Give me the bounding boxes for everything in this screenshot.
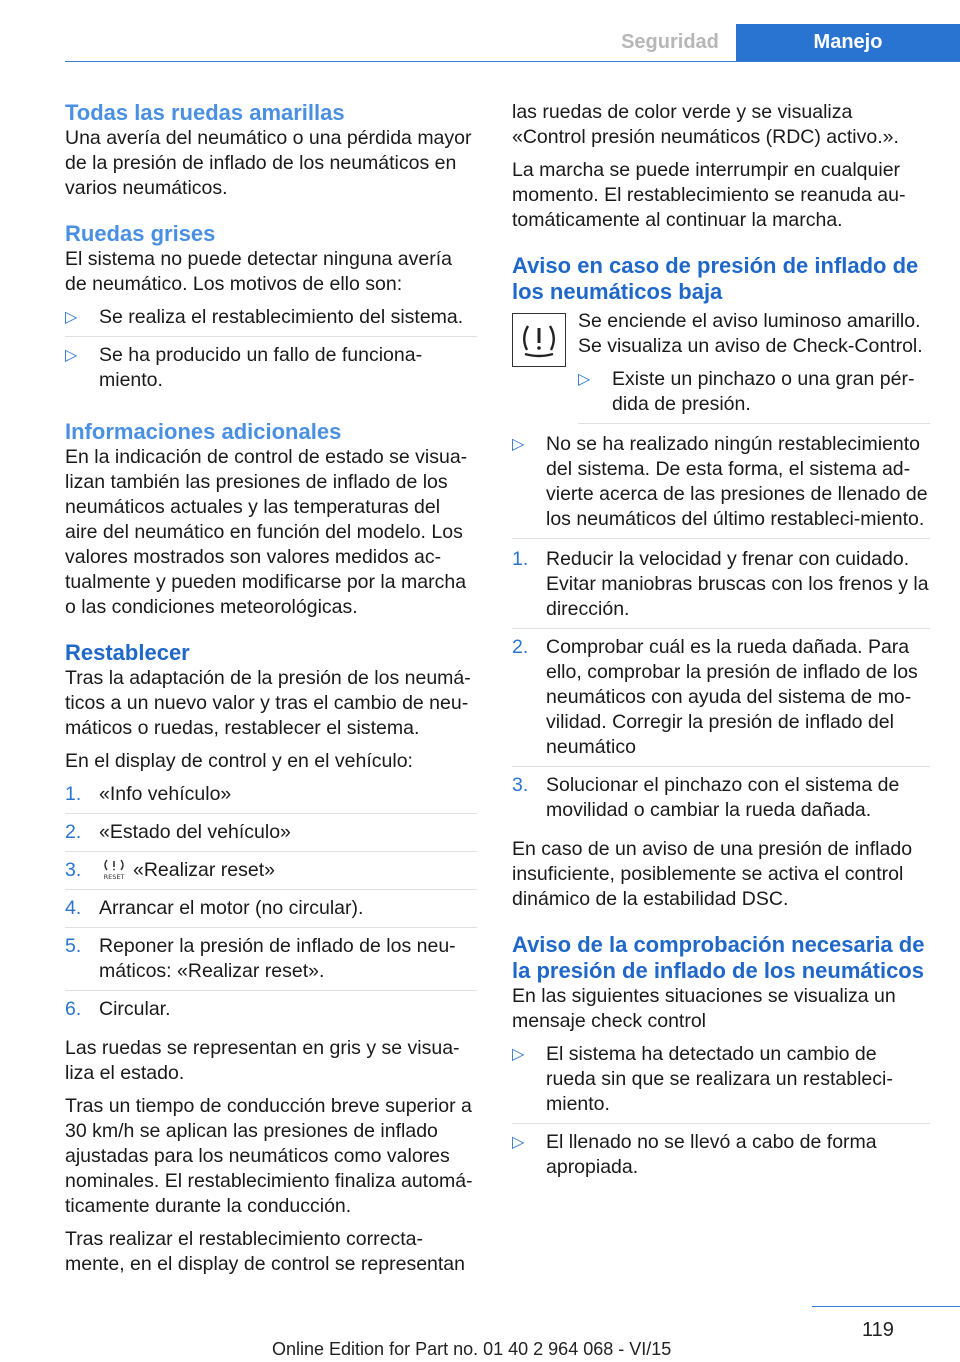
list-item: ▷ El llenado no se llevó a cabo de forma apropiada.	[512, 1131, 877, 1178]
section-title: Restablecer	[65, 640, 190, 665]
list-item: 1. Reducir la velocidad y frenar con cuidado. Evitar maniobras bruscas con los frenos y la dirección.	[512, 547, 930, 629]
list-item: 2. Comprobar cuál es la rueda dañada. Para ello, comprobar la presión de inflado de los neumáticos con ayuda del sistema de mo‐vilidad. Corregir la presión de inflado del neumático	[512, 635, 930, 767]
list-item: 3. Solucionar el pinchazo con el sistema de movilidad o cambiar la rueda dañada.	[512, 774, 900, 821]
bullet-list	[512, 432, 930, 539]
page-number: 119	[862, 1319, 894, 1341]
paragraph: Tras la adaptación de la presión de los neumá‐ticos a un nuevo valor y tras el cambio de neu‐máticos o ruedas, restablecer el sistema.	[65, 667, 471, 739]
footer-rule	[812, 1306, 960, 1307]
paragraph: En la indicación de control de estado se visua‐lizan también las presiones de inflado de los neumáticos actuales y las temperaturas del aire del neumático en función del modelo. Los valores mostrados son valores medidos ac‐tualmente y pueden modificarse por la marcha o las condiciones meteorológicas.	[65, 446, 468, 618]
tab-manejo[interactable]: Manejo	[736, 24, 960, 61]
bullet-triangle-icon: ▷	[578, 371, 591, 388]
paragraph: las ruedas de color verde y se visualiza «Control presión neumáticos (RDC) activo.».	[512, 101, 899, 148]
paragraph: Las ruedas se representan en gris y se visua‐liza el estado.	[65, 1037, 460, 1084]
bullet-triangle-icon: ▷	[512, 1046, 525, 1063]
list-item: 1. «Info vehículo»	[65, 782, 477, 814]
warning-block	[512, 309, 930, 424]
left-column	[65, 100, 477, 1285]
bullet-triangle-icon: ▷	[512, 1134, 525, 1151]
list-item: 5. Reponer la presión de inflado de los neu‐máticos: «Realizar reset».	[65, 934, 477, 991]
list-item: 3. RESET «Realizar reset»	[65, 858, 477, 890]
list-item: 6. Circular.	[65, 998, 171, 1020]
paragraph: Tras un tiempo de conducción breve superior a 30 km/h se aplican las presiones de inflado ajustadas para los neumáticos como valores nominales. El restablecimiento finaliza automá‐ticamente durante la conducción.	[65, 1095, 473, 1217]
section-title: Aviso de la comprobación necesaria de la presión de inflado de los neumáticos	[512, 932, 925, 983]
list-item: 2. «Estado del vehículo»	[65, 820, 477, 852]
list-item: ▷ No se ha realizado ningún restablecimiento del sistema. De esta forma, el sistema ad‐vierte acerca de las presiones de llenado de los neumáticos del último restableci‐miento.	[512, 432, 930, 539]
header-rule	[65, 61, 960, 62]
tire-pressure-warning-icon	[512, 313, 566, 367]
bullet-triangle-icon: ▷	[512, 436, 525, 453]
tire-reset-icon	[99, 858, 129, 880]
list-item: ▷ Se ha producido un fallo de funciona‐miento.	[65, 344, 423, 391]
section-title: Ruedas grises	[65, 221, 216, 246]
paragraph: En caso de un aviso de una presión de inflado insuficiente, posiblemente se activa el control dinámico de la estabilidad DSC.	[512, 838, 913, 910]
numbered-steps	[512, 547, 930, 829]
paragraph: Una avería del neumático o una pérdida mayor de la presión de inflado de los neumáticos en varios neumáticos.	[65, 127, 472, 199]
section-title: Informaciones adicionales	[65, 419, 342, 444]
list-item: 4. Arrancar el motor (no circular).	[65, 896, 477, 928]
paragraph: En las siguientes situaciones se visualiza un mensaje check control	[512, 985, 896, 1032]
tab-seguridad[interactable]: Seguridad	[621, 31, 719, 53]
numbered-steps	[65, 782, 477, 1028]
list-item: ▷ Existe un pinchazo o una gran pér‐dida de presión.	[578, 367, 930, 424]
paragraph: Tras realizar el restablecimiento correcta‐mente, en el display de control se representan	[65, 1228, 465, 1275]
svg-text:RESET: RESET	[103, 873, 125, 880]
paragraph: El sistema no puede detectar ninguna avería de neumático. Los motivos de ello son:	[65, 248, 453, 295]
paragraph: La marcha se puede interrumpir en cualquier momento. El restablecimiento se reanuda au‐tomáticamente al continuar la marcha.	[512, 159, 906, 231]
bullet-list	[578, 367, 930, 424]
paragraph: Se enciende el aviso luminoso amarillo. Se visualiza un aviso de Check-Control.	[578, 310, 923, 357]
list-item: ▷ Se realiza el restablecimiento del sistema.	[65, 305, 477, 337]
bullet-list	[512, 1042, 930, 1186]
section-title: Todas las ruedas amarillas	[65, 100, 345, 125]
bullet-list	[65, 305, 477, 399]
section-title: Aviso en caso de presión de inflado de los neumáticos baja	[512, 253, 919, 304]
edition-footer: Online Edition for Part no. 01 40 2 964 068 - VI/15	[272, 1339, 672, 1359]
bullet-triangle-icon: ▷	[65, 347, 78, 364]
bullet-triangle-icon: ▷	[65, 309, 78, 326]
list-item: ▷ El sistema ha detectado un cambio de rueda sin que se realizara un restableci‐miento.	[512, 1042, 930, 1124]
right-column	[512, 100, 930, 1194]
paragraph: En el display de control y en el vehículo:	[65, 750, 413, 772]
